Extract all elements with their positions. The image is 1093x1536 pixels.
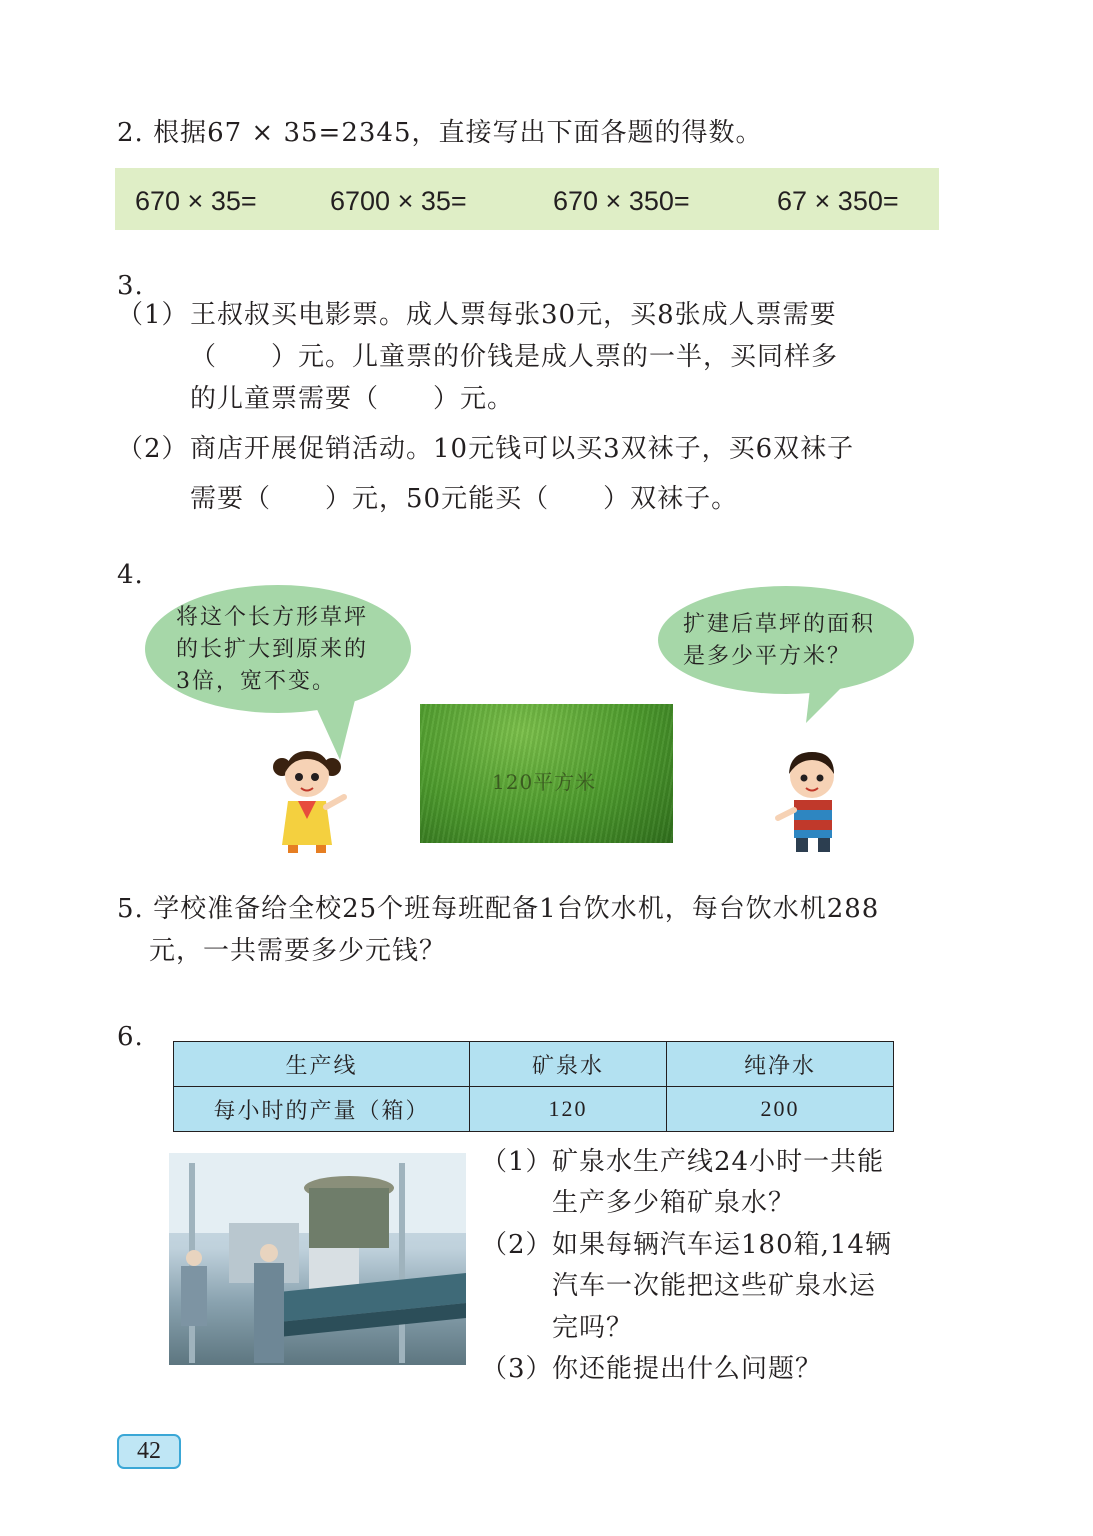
problem-5-line-2: 元，一共需要多少元钱？ (149, 936, 447, 966)
question-3-label: （3） (481, 1354, 553, 1384)
table-cell: 200 (667, 1087, 894, 1132)
question-1-label: （1） (481, 1147, 553, 1177)
question-2-line-1: 如果每辆汽车运180箱,14辆 (552, 1230, 892, 1260)
question-2-line-2: 汽车一次能把这些矿泉水运 (552, 1271, 877, 1301)
question-2-line-3: 完吗？ (552, 1313, 634, 1343)
problem-4-number: 4. (117, 560, 144, 590)
question-1-line-1: 矿泉水生产线24小时一共能 (552, 1147, 885, 1177)
grass-lawn-image (420, 704, 673, 843)
boy-bubble-line-2: 是多少平方米？ (683, 644, 852, 669)
problem-3-part-1-line-2: （ ）元。儿童票的价钱是成人票的一半，买同样多 (190, 342, 839, 372)
bottling-factory-photo (169, 1153, 466, 1365)
page-number-badge: 42 (117, 1434, 181, 1469)
girl-illustration (270, 745, 350, 855)
calc-item-3: 670 × 350= (553, 186, 690, 216)
table-header-row (174, 1042, 894, 1087)
calc-item-4: 67 × 350= (777, 186, 899, 216)
problem-3-part-1-label: （1） (117, 300, 189, 330)
question-3-line-1: 你还能提出什么问题？ (552, 1354, 823, 1384)
table-row (174, 1087, 894, 1132)
grass-area-label: 120平方米 (492, 770, 597, 794)
table-cell: 每小时的产量（箱） (174, 1087, 470, 1132)
problem-5-line-1: 5. 学校准备给全校25个班每班配备1台饮水机，每台饮水机288 (117, 894, 880, 924)
problem-2-calc-strip (115, 168, 939, 230)
problem-3-part-2-line-1: 商店开展促销活动。10元钱可以买3双袜子，买6双袜子 (190, 434, 855, 464)
problem-3-part-2-label: （2） (117, 434, 189, 464)
problem-3-number: 3. (117, 271, 144, 301)
problem-3-part-2-line-2: 需要（ ）元，50元能买（ ）双袜子。 (190, 484, 739, 514)
boy-illustration (770, 748, 850, 854)
problem-2-text: 2. 根据67 × 35=2345，直接写出下面各题的得数。 (117, 118, 763, 148)
calc-item-2: 6700 × 35= (330, 186, 467, 216)
calc-item-1: 670 × 35= (135, 186, 257, 216)
question-1-line-2: 生产多少箱矿泉水？ (552, 1188, 796, 1218)
boy-bubble-line-1: 扩建后草坪的面积 (683, 612, 876, 637)
problem-3-part-1-line-1: 王叔叔买电影票。成人票每张30元，买8张成人票需要 (190, 300, 837, 330)
table-header-cell: 生产线 (174, 1042, 470, 1087)
problem-3-part-1-line-3: 的儿童票需要（ ）元。 (190, 384, 515, 414)
table-header-cell: 矿泉水 (470, 1042, 667, 1087)
question-2-label: （2） (481, 1230, 553, 1260)
table-cell: 120 (470, 1087, 667, 1132)
production-table (173, 1041, 894, 1132)
table-header-cell: 纯净水 (667, 1042, 894, 1087)
girl-bubble-line-3: 3倍，宽不变。 (176, 669, 336, 694)
girl-bubble-line-2: 的长扩大到原来的 (176, 637, 369, 662)
girl-bubble-line-1: 将这个长方形草坪 (176, 605, 369, 630)
problem-6-number: 6. (117, 1022, 144, 1052)
